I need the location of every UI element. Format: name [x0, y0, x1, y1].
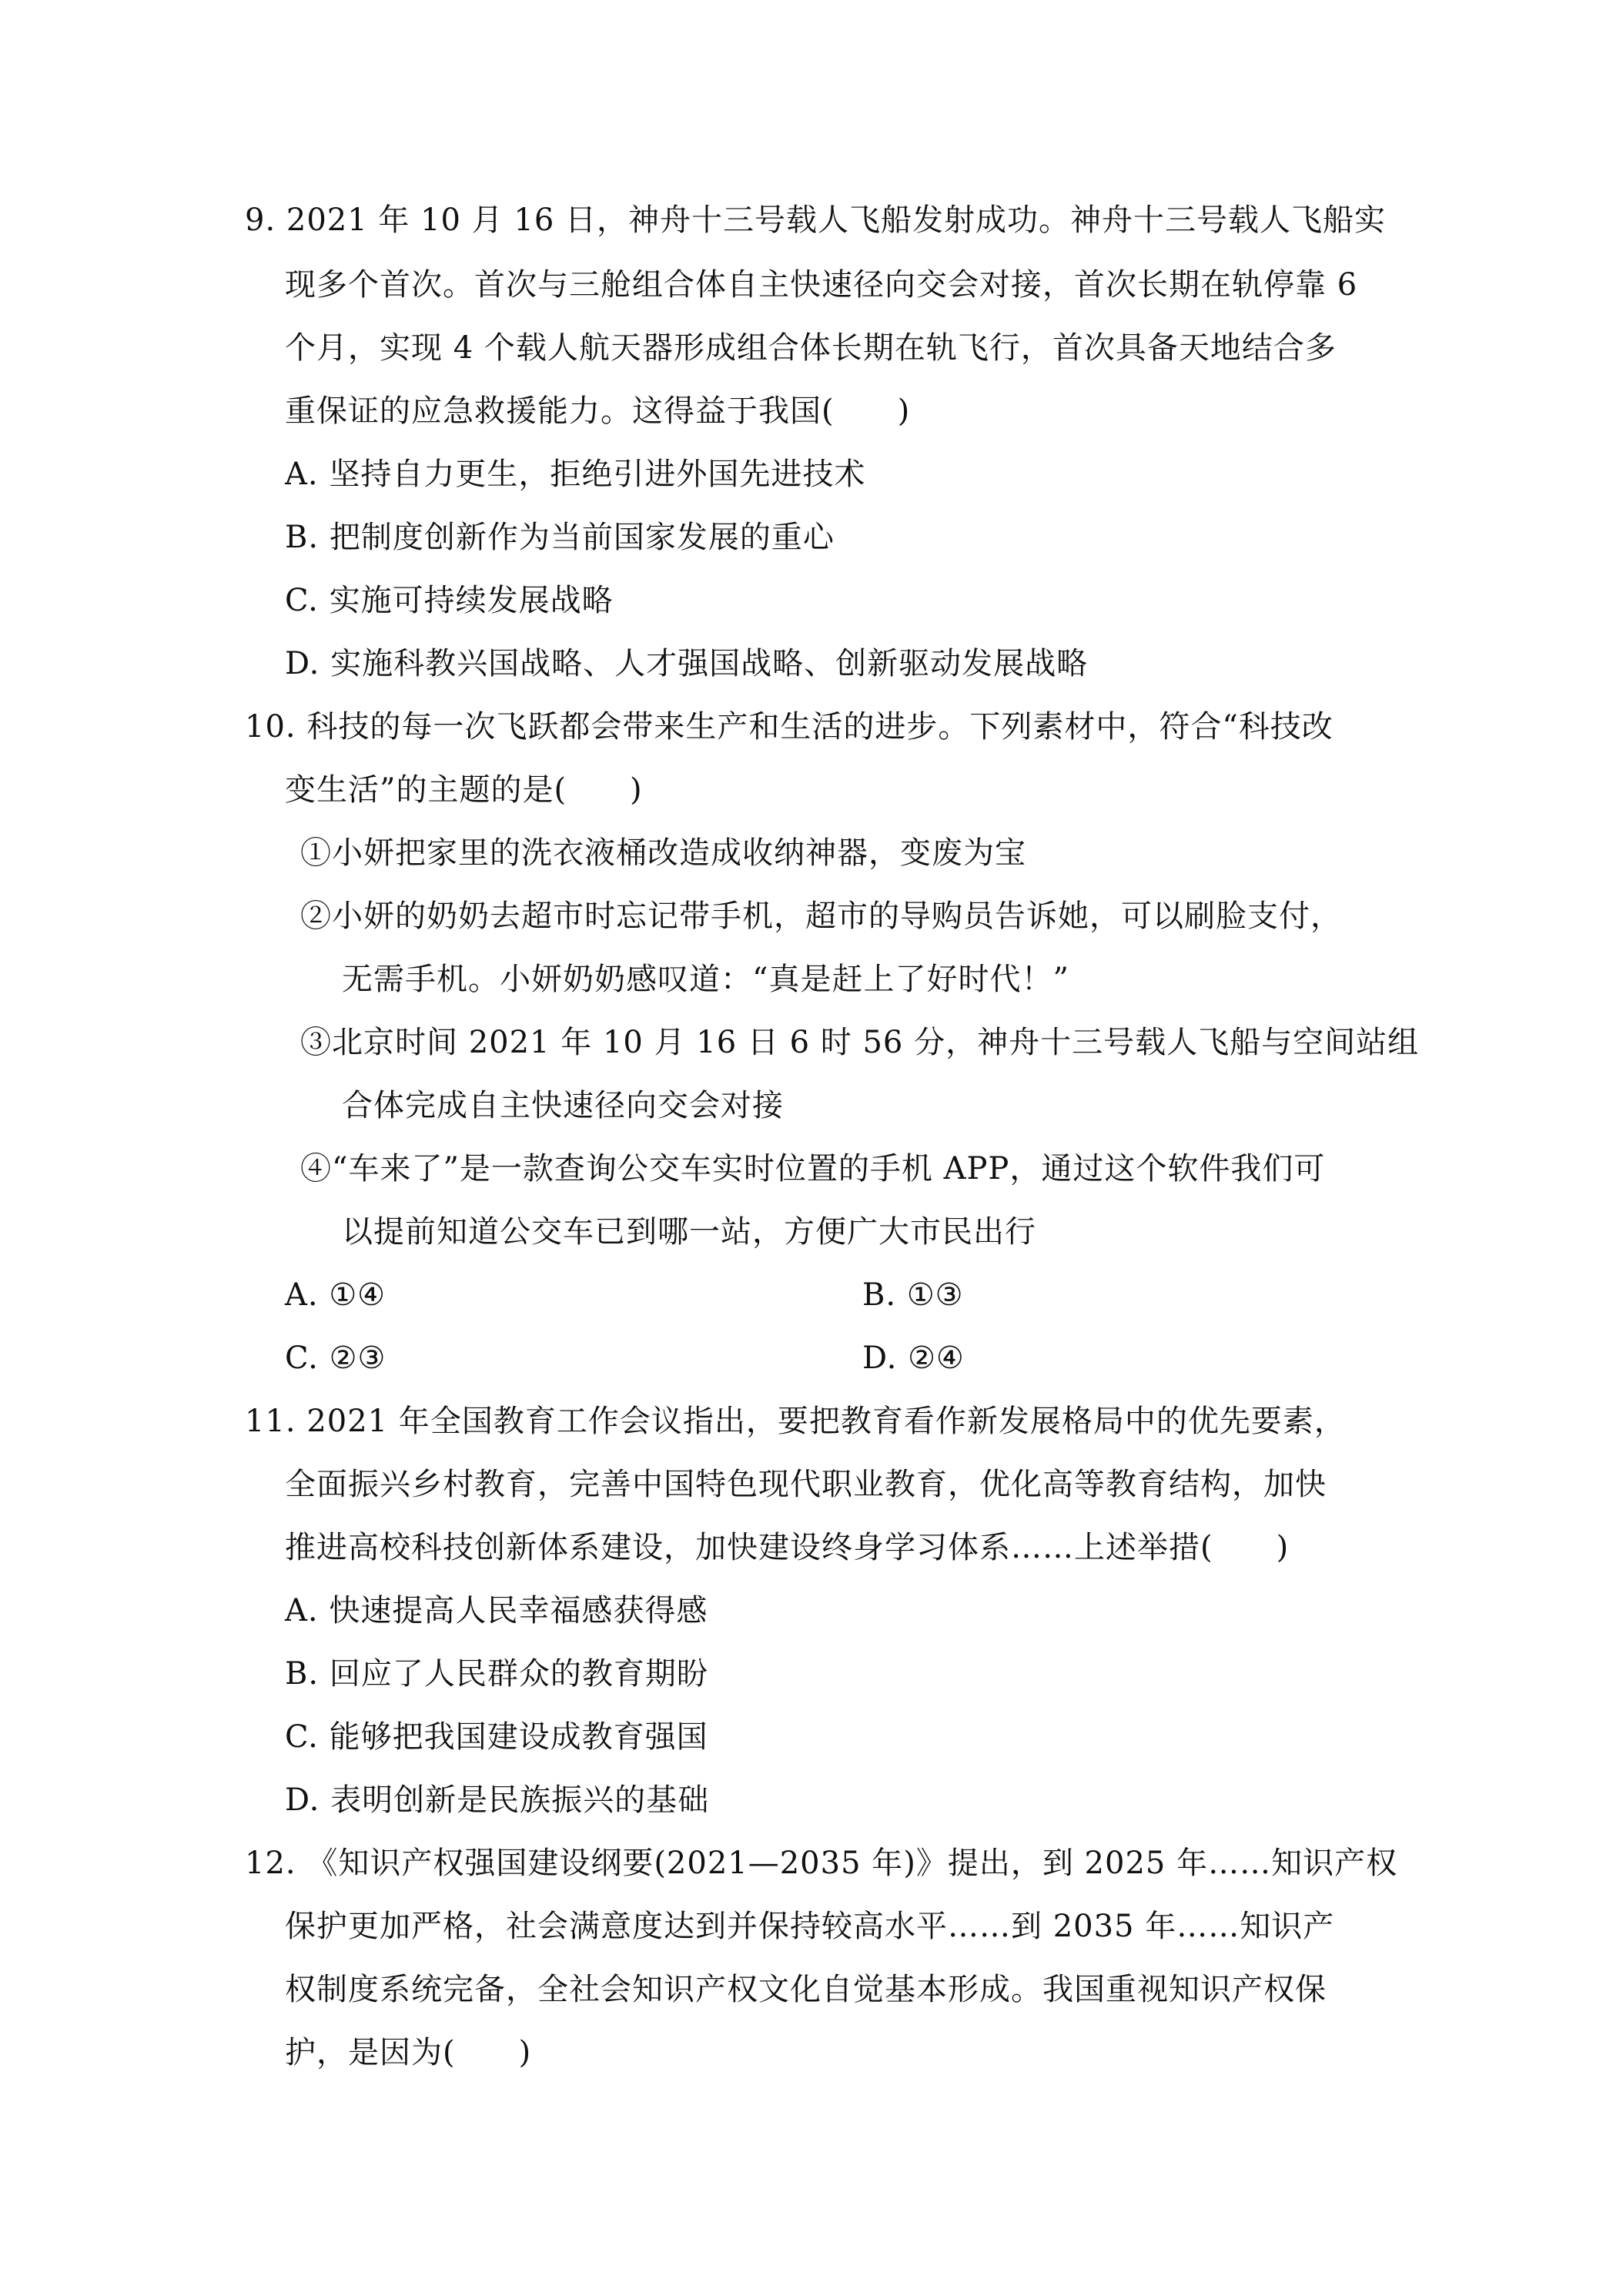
- q11-option-b: B. 回应了人民群众的教育期盼: [285, 1656, 708, 1692]
- q10-option-a: A. ①④: [285, 1277, 387, 1313]
- q9-option-c: C. 实施可持续发展战略: [285, 583, 614, 618]
- q10-item-3-cont: 合体完成自主快速径向交会对接: [342, 1088, 784, 1123]
- q10-item-2: ②小妍的奶奶去超市时忘记带手机，超市的导购员告诉她，可以刷脸支付，: [300, 899, 1342, 934]
- q9-stem-line-2: 现多个首次。首次与三舱组合体自主快速径向交会对接，首次长期在轨停靠 6: [285, 267, 1358, 303]
- q11-option-d: D. 表明创新是民族振兴的基础: [285, 1782, 710, 1818]
- q11-option-c: C. 能够把我国建设成教育强国: [285, 1719, 708, 1755]
- q11-stem-line-3: 推进高校科技创新体系建设，加快建设终身学习体系……上述举措( ): [285, 1530, 1290, 1565]
- q9-stem-line-3: 个月，实现 4 个载人航天器形成组合体长期在轨飞行，首次具备天地结合多: [285, 330, 1337, 366]
- q10-option-b: B. ①③: [862, 1277, 964, 1313]
- q10-stem-line-1: 10. 科技的每一次飞跃都会带来生产和生活的进步。下列素材中，符合“科技改: [245, 709, 1334, 745]
- q10-stem-line-2: 变生活”的主题的是( ): [285, 772, 643, 808]
- q9-option-a: A. 坚持自力更生，拒绝引进外国先进技术: [285, 457, 866, 492]
- q10-option-d: D. ②④: [862, 1340, 965, 1376]
- q11-stem-line-2: 全面振兴乡村教育，完善中国特色现代职业教育，优化高等教育结构，加快: [285, 1467, 1327, 1502]
- q9-option-d: D. 实施科教兴国战略、人才强国战略、创新驱动发展战略: [285, 646, 1089, 681]
- q10-item-3: ③北京时间 2021 年 10 月 16 日 6 时 56 分，神舟十三号载人飞船与空间站组: [300, 1025, 1420, 1060]
- q10-item-4: ④“车来了”是一款查询公交车实时位置的手机 APP，通过这个软件我们可: [300, 1151, 1326, 1186]
- q12-stem-line-2: 保护更加严格，社会满意度达到并保持较高水平……到 2035 年……知识产: [285, 1909, 1335, 1944]
- q12-stem-line-3: 权制度系统完备，全社会知识产权文化自觉基本形成。我国重视知识产权保: [285, 1972, 1327, 2007]
- q10-item-2-cont: 无需手机。小妍奶奶感叹道：“真是赶上了好时代！”: [342, 962, 1069, 997]
- q11-option-a: A. 快速提高人民幸福感获得感: [285, 1593, 708, 1628]
- q12-stem-line-4: 护，是因为( ): [285, 2035, 532, 2070]
- q10-item-1: ①小妍把家里的洗衣液桶改造成收纳神器，变废为宝: [300, 835, 1026, 871]
- q10-option-c: C. ②③: [285, 1340, 387, 1376]
- q9-stem-line-1: 9. 2021 年 10 月 16 日，神舟十三号载人飞船发射成功。神舟十三号载人飞船实: [245, 202, 1387, 238]
- q11-stem-line-1: 11. 2021 年全国教育工作会议指出，要把教育看作新发展格局中的优先要素，: [245, 1404, 1346, 1439]
- q10-item-4-cont: 以提前知道公交车已到哪一站，方便广大市民出行: [342, 1214, 1036, 1250]
- q9-option-b: B. 把制度创新作为当前国家发展的重心: [285, 520, 835, 555]
- q12-stem-line-1: 12. 《知识产权强国建设纲要(2021—2035 年)》提出，到 2025 年……知识产权: [245, 1846, 1398, 1881]
- q9-stem-line-4: 重保证的应急救援能力。这得益于我国( ): [285, 393, 911, 429]
